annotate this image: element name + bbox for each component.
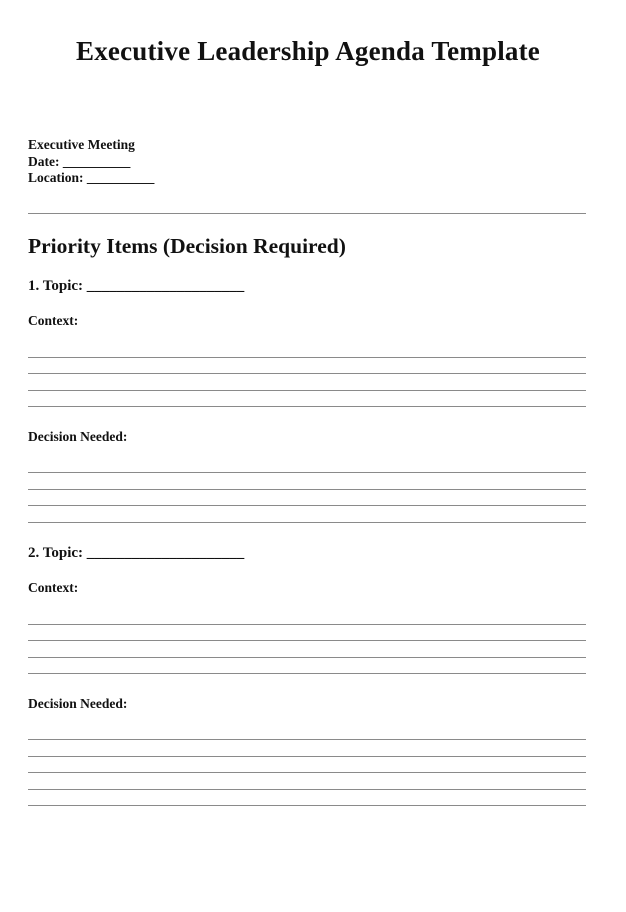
item-2-decision-line: [28, 756, 586, 757]
location-field: Location: __________: [28, 170, 155, 185]
item-1-decision-label: Decision Needed:: [28, 429, 128, 444]
item-1-context-line: [28, 357, 586, 358]
item-2-context-line: [28, 624, 586, 625]
item-1-context-line: [28, 390, 586, 391]
item-1-decision-line: [28, 472, 586, 473]
item-2-decision-line: [28, 739, 586, 740]
section-divider: [28, 213, 586, 214]
item-1-context-line: [28, 373, 586, 374]
item-1-decision-line: [28, 489, 586, 490]
item-2-context-line: [28, 673, 586, 674]
item-1-context-label: Context:: [28, 313, 79, 328]
meeting-label: Executive Meeting: [28, 137, 135, 152]
item-2-context-label: Context:: [28, 580, 79, 595]
item-2-context-line: [28, 657, 586, 658]
item-1-context-line: [28, 406, 586, 407]
item-1-topic: 1. Topic: _____________________: [28, 278, 245, 294]
item-2-topic: 2. Topic: _____________________: [28, 545, 245, 561]
document-title: Executive Leadership Agenda Template: [76, 36, 540, 66]
item-2-context-line: [28, 640, 586, 641]
item-2-decision-line: [28, 772, 586, 773]
date-field: Date: __________: [28, 154, 131, 169]
item-2-decision-label: Decision Needed:: [28, 696, 128, 711]
item-2-decision-line: [28, 789, 586, 790]
item-1-decision-line: [28, 522, 586, 523]
item-2-decision-line: [28, 805, 586, 806]
section-heading: Priority Items (Decision Required): [28, 234, 346, 258]
item-1-decision-line: [28, 505, 586, 506]
